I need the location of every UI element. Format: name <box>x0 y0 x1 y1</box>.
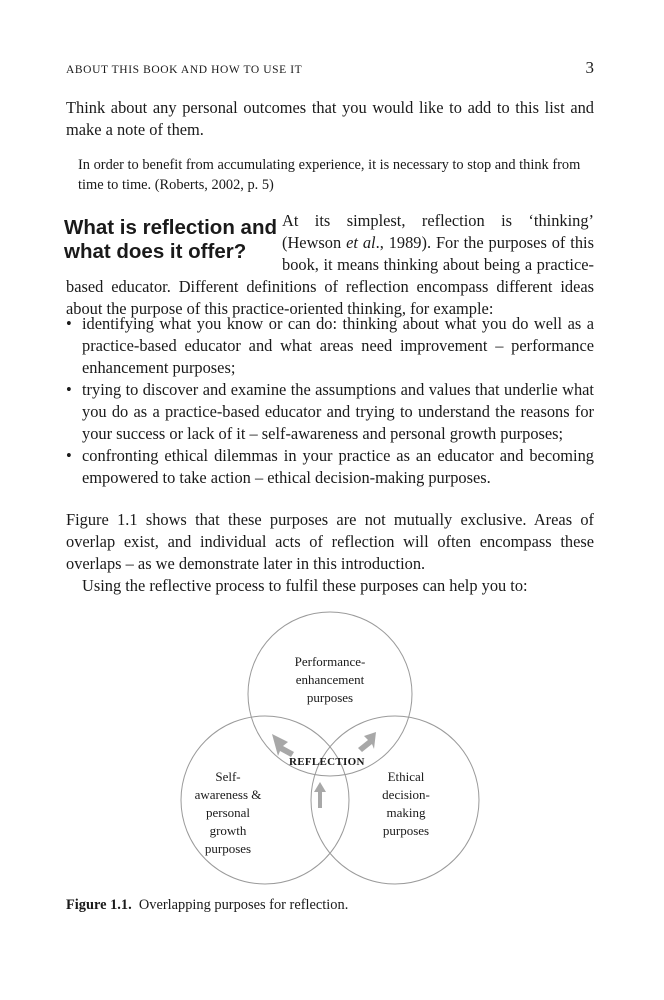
section-heading: What is reflection and what does it offer? <box>64 216 277 263</box>
left-circle-label: Self- awareness & personal growth purposes <box>194 769 262 856</box>
right-circle-label: Ethical decision- making purposes <box>382 769 430 838</box>
arrow-left-icon <box>272 734 294 757</box>
list-item: • trying to discover and examine the assumptions and values that underlie what you do as a practice-based educator and trying to understand the reasons for your success or lack of it – self-awareness and personal growth purposes; <box>66 380 594 443</box>
venn-diagram <box>170 610 490 900</box>
bullet-icon: • <box>66 380 72 399</box>
list-item: • confronting ethical dilemmas in your practice as an educator and becoming empowered to take action – ethical decision-making purposes. <box>66 446 594 487</box>
purpose-list <box>66 313 594 489</box>
figure-caption <box>66 896 594 914</box>
page-number: 3 <box>585 58 594 77</box>
arrow-up-icon <box>314 782 326 808</box>
list-item: • identifying what you know or can do: thinking about what you do well as a practice-based educator and what areas need improvement – performance enhancement purposes; <box>66 314 594 377</box>
section-intro <box>66 210 594 320</box>
bullet-icon: • <box>66 446 72 465</box>
intro-text-part-1: At its simplest, reflection is ‘thinking’ (Hewson <box>282 211 594 252</box>
caption-number: Figure 1.1. <box>66 897 132 913</box>
paragraph-2: Figure 1.1 shows that these purposes are not mutually exclusive. Areas of overlap exist, and individual acts of reflection will often encompass these overlaps – as we demonstrate later in this introduction. <box>66 510 594 573</box>
intro-text-italic: et al <box>346 233 376 252</box>
top-circle-label: Performance- enhancement purposes <box>294 654 366 705</box>
bullet-icon: • <box>66 314 72 333</box>
running-head: ABOUT THIS BOOK AND HOW TO USE IT <box>66 64 303 76</box>
caption-text: Overlapping purposes for reflection. <box>138 897 349 913</box>
block-quote: In order to benefit from accumulating experience, it is necessary to stop and think from time to time. (Roberts, 2002, p. 5) <box>78 157 581 193</box>
intro-text-part-2: ., 1989). For the purposes of this book, it means thinking about being a practice-based educator. Different definitions of reflection encompass different ideas about the purpose of this practice-oriented thinking, for example: <box>66 233 594 318</box>
paragraph-1: Think about any personal outcomes that you would like to add to this list and make a note of them. <box>66 98 594 139</box>
paragraph-3: Using the reflective process to fulfil these purposes can help you to: <box>82 576 528 595</box>
arrow-right-icon <box>358 732 376 752</box>
reflection-label: REFLECTION <box>289 756 365 768</box>
